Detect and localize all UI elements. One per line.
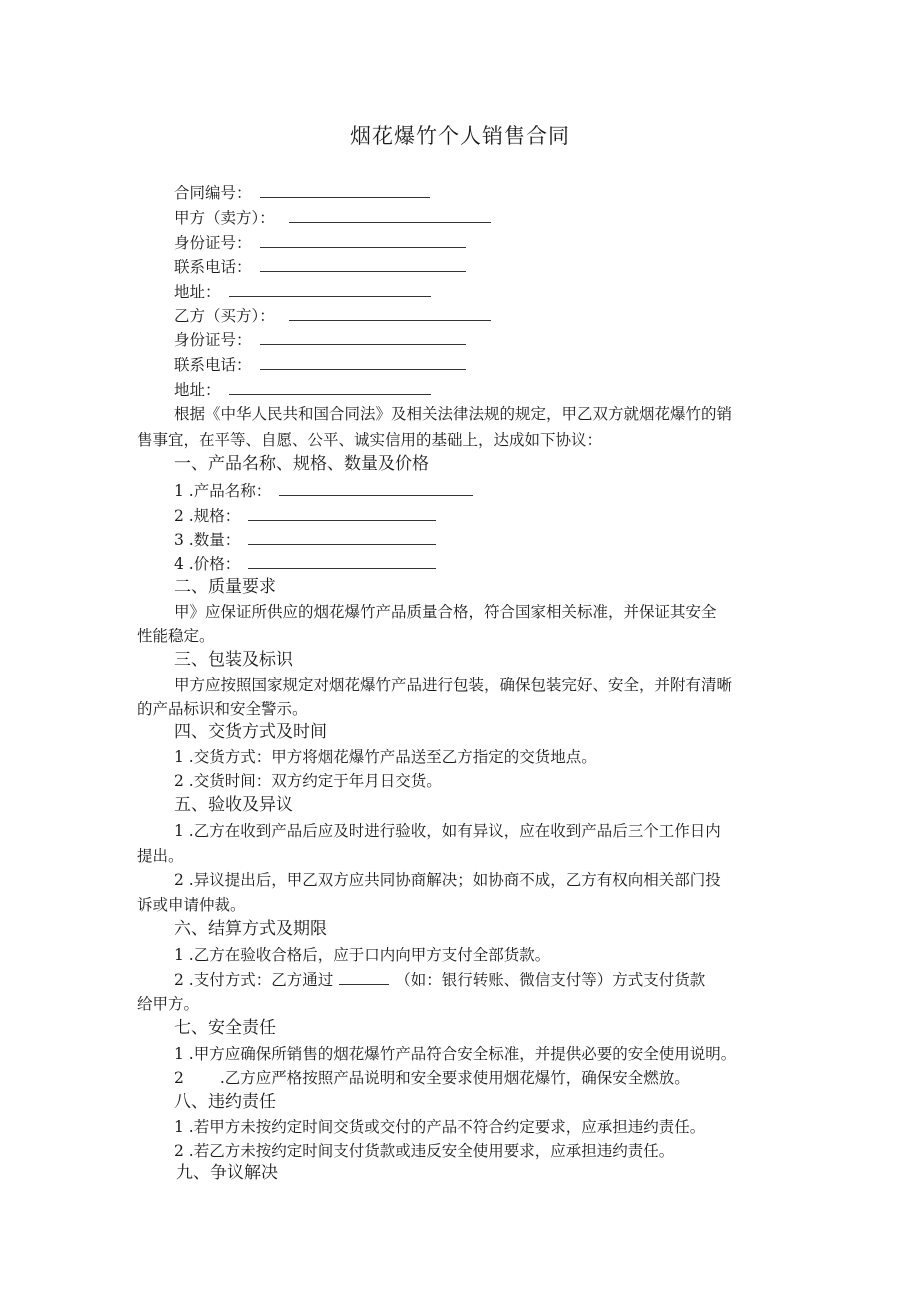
field-contract-no (174, 183, 430, 203)
s7-line-2-num: 2 (174, 1069, 184, 1087)
s6-line-3: 给甲方。 (137, 995, 200, 1013)
s1-item-spec (174, 506, 436, 526)
blank-line[interactable] (260, 330, 466, 345)
s6-line-1: 1 .乙方在验收合格后，应于口内向甲方支付全部货款。 (174, 946, 551, 964)
section-8-heading: 八、违约责任 (174, 1092, 276, 1112)
s5-line-3: 2 .异议提出后，甲乙双方应共同协商解决；如协商不成，乙方有权向相关部门投 (174, 871, 721, 889)
s8-line-1: 1 .若甲方未按约定时间交货或交付的产品不符合约定要求，应承担违约责任。 (174, 1118, 706, 1136)
section-4-heading: 四、交货方式及时间 (174, 722, 327, 742)
field-label: 联系电话： (174, 356, 252, 374)
s6-line-2 (174, 970, 705, 990)
blank-line[interactable] (229, 282, 431, 297)
blank-line[interactable] (260, 355, 466, 370)
field-label: 身份证号： (174, 234, 252, 252)
s7-line-1: 1 .甲方应确保所销售的烟花爆竹产品符合安全标准，并提供必要的安全使用说明。 (174, 1045, 737, 1063)
blank-line[interactable] (260, 233, 466, 248)
field-label: 合同编号： (174, 184, 252, 202)
item-label: 2 .规格： (174, 507, 241, 525)
section-7-heading: 七、安全责任 (174, 1018, 276, 1038)
field-address-a (174, 282, 431, 302)
s7-line-2-text: .乙方应严格按照产品说明和安全要求使用烟花爆竹，确保安全燃放。 (219, 1069, 690, 1087)
field-label: 联系电话： (174, 258, 252, 276)
section-2-heading: 二、质量要求 (174, 577, 276, 597)
s2-line-2: 性能稳定。 (137, 627, 215, 645)
item-label: 3 .数量： (174, 531, 241, 549)
blank-line[interactable] (248, 506, 436, 521)
s5-line-1: 1 .乙方在收到产品后应及时进行验收，如有异议，应在收到产品后三个工作日内 (174, 822, 721, 840)
field-party-b (174, 306, 491, 326)
s6-line-2-pre: 2 .支付方式：乙方通过 (174, 971, 334, 989)
blank-line[interactable] (229, 380, 431, 395)
item-label: 4 .价格： (174, 555, 241, 573)
field-id-a (174, 233, 466, 253)
section-6-heading: 六、结算方式及期限 (174, 919, 327, 939)
s3-line-2: 的产品标识和安全警示。 (137, 700, 308, 718)
blank-line[interactable] (289, 208, 491, 223)
payment-method-blank[interactable] (339, 970, 389, 985)
s4-line-2: 2 .交货时间：双方约定于年月日交货。 (174, 772, 442, 790)
s1-item-product-name (174, 481, 473, 501)
blank-line[interactable] (289, 306, 491, 321)
section-1-heading: 一、产品名称、规格、数量及价格 (174, 454, 429, 474)
s1-item-price (174, 554, 436, 574)
s1-item-quantity (174, 530, 436, 550)
intro-line-1: 根据《中华人民共和国合同法》及相关法律法规的规定，甲乙双方就烟花爆竹的销 (174, 405, 733, 423)
field-label: 地址： (174, 283, 221, 301)
s5-line-4: 诉或申请仲裁。 (137, 896, 246, 914)
field-id-b (174, 330, 466, 350)
field-phone-b (174, 355, 466, 375)
field-label: 地址： (174, 381, 221, 399)
blank-line[interactable] (260, 257, 466, 272)
document-title: 烟花爆竹个人销售合同 (350, 124, 570, 148)
blank-line[interactable] (248, 554, 436, 569)
s8-line-2: 2 .若乙方未按约定时间支付货款或违反安全使用要求，应承担违约责任。 (174, 1142, 675, 1160)
field-party-a (174, 208, 491, 228)
section-9-heading: 九、争议解决 (176, 1163, 278, 1183)
field-phone-a (174, 257, 466, 277)
intro-line-2: 售事宜，在平等、自愿、公平、诚实信用的基础上，达成如下协议： (137, 431, 603, 449)
s5-line-2: 提出。 (137, 847, 184, 865)
s7-line-2 (174, 1068, 690, 1088)
blank-line[interactable] (279, 481, 473, 496)
s6-line-2-post: （如：银行转账、微信支付等）方式支付货款 (395, 971, 706, 989)
field-label: 甲方（卖方）： (174, 209, 275, 227)
field-label: 乙方（买方）： (174, 307, 275, 325)
field-label: 身份证号： (174, 331, 252, 349)
item-label: 1 .产品名称： (174, 482, 272, 500)
s2-line-1: 甲》应保证所供应的烟花爆竹产品质量合格，符合国家相关标准，并保证其安全 (174, 603, 717, 621)
s4-line-1: 1 .交货方式：甲方将烟花爆竹产品送至乙方指定的交货地点。 (174, 748, 597, 766)
section-3-heading: 三、包装及标识 (174, 650, 293, 670)
s3-line-1: 甲方应按照国家规定对烟花爆竹产品进行包装，确保包装完好、安全，并附有清晰 (174, 676, 733, 694)
field-address-b (174, 380, 431, 400)
blank-line[interactable] (260, 183, 430, 198)
blank-line[interactable] (248, 530, 436, 545)
section-5-heading: 五、验收及异议 (174, 795, 293, 815)
